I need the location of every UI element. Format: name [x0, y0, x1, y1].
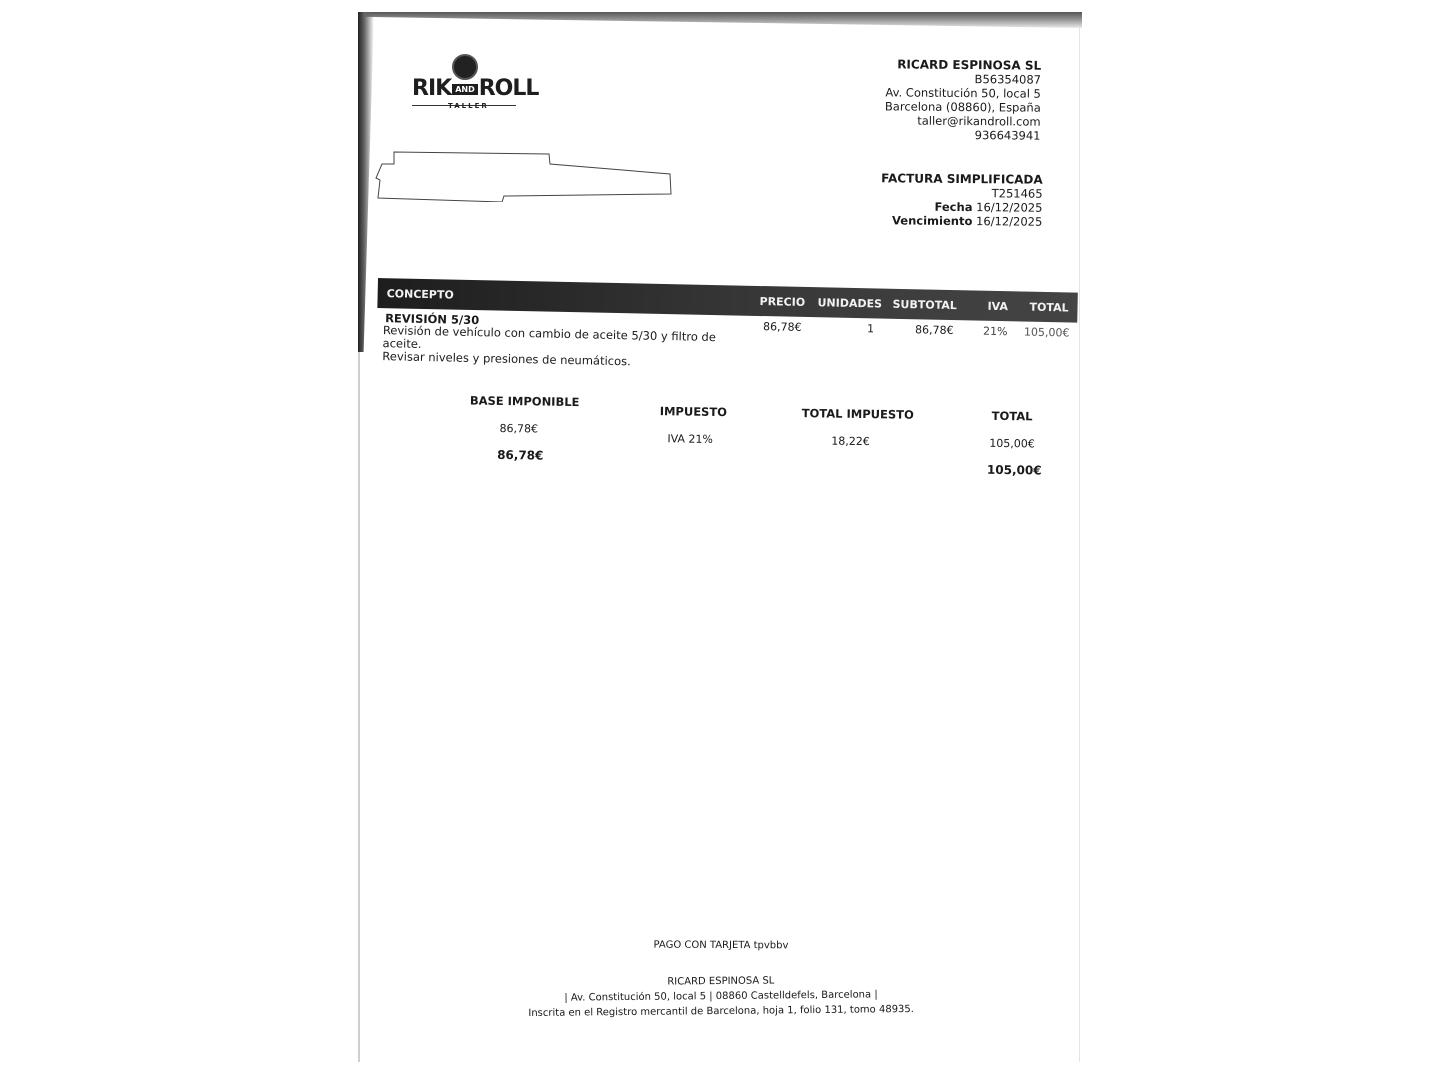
- items-table: [376, 278, 1077, 369]
- company-phone: 936643941: [974, 128, 1041, 143]
- header-subtotal: SUBTOTAL: [892, 297, 957, 313]
- footer-registry: Inscrita en el Registro mercantil de Barcelona, hoja 1, folio 131, tomo 48935.: [528, 1003, 915, 1020]
- redacted-client-block: [374, 150, 674, 202]
- header-iva: IVA: [987, 299, 1009, 314]
- invoice-date-label: Fecha: [934, 199, 974, 215]
- header-concepto: CONCEPTO: [386, 287, 454, 302]
- logo-subtitle: TALLER: [448, 102, 489, 110]
- summary-grand-total: 105,00€: [986, 462, 1042, 478]
- item-description-line2: Revisar niveles y presiones de neumáticos.: [382, 349, 631, 369]
- summary-total: 105,00€: [989, 436, 1035, 451]
- scan-shadow-left: [358, 12, 374, 352]
- item-description: [382, 324, 753, 371]
- summary-total-impuesto: 18,22€: [831, 434, 870, 449]
- item-iva: 21%: [982, 324, 1008, 339]
- company-email: taller@rikandroll.com: [917, 113, 1041, 129]
- tax-summary: [360, 392, 1082, 478]
- summary-impuesto: IVA 21%: [667, 432, 714, 446]
- logo-word-and: AND: [452, 84, 478, 95]
- invoice-title: FACTURA SIMPLIFICADA: [881, 171, 1044, 187]
- invoice-number: T251465: [992, 186, 1044, 201]
- summary-base-total: 86,78€: [497, 447, 544, 463]
- company-tax-id: B56354087: [974, 72, 1042, 87]
- summary-header-total: TOTAL: [991, 408, 1033, 424]
- summary-header-base: BASE IMPONIBLE: [469, 393, 580, 410]
- invoice-info: [881, 171, 1043, 228]
- summary-header-impuesto: IMPUESTO: [659, 404, 728, 420]
- invoice-due-label: Vencimiento: [892, 213, 973, 229]
- scan-shadow-top: [360, 12, 1082, 28]
- invoice-date: 16/12/2025: [976, 200, 1043, 215]
- footer-address: | Av. Constitución 50, local 5 | 08860 Castelldefels, Barcelona |: [564, 989, 878, 1004]
- header-unidades: UNIDADES: [817, 296, 883, 311]
- footer-company: RICARD ESPINOSA SL: [667, 975, 775, 988]
- payment-method: PAGO CON TARJETA tpvbbv: [653, 939, 789, 952]
- invoice-page: [358, 12, 1080, 1062]
- item-title: REVISIÓN 5/30: [385, 311, 480, 328]
- company-address-line2: Barcelona (08860), España: [885, 99, 1041, 115]
- company-info: [885, 57, 1042, 142]
- page-footer: [360, 970, 1082, 1023]
- logo-word-right: ROLL: [478, 76, 539, 101]
- header-total: TOTAL: [1029, 300, 1069, 315]
- logo-wordmark: [412, 76, 538, 101]
- item-unidades: 1: [866, 322, 875, 336]
- summary-base: 86,78€: [499, 421, 539, 436]
- company-name: RICARD ESPINOSA SL: [897, 57, 1042, 73]
- summary-header-total-impuesto: TOTAL IMPUESTO: [801, 406, 914, 422]
- item-total: 105,00€: [1023, 325, 1070, 340]
- invoice-date-row: [881, 199, 1043, 214]
- invoice-due-row: [881, 213, 1043, 228]
- logo-word-left: RIK: [412, 76, 452, 101]
- item-precio: 86,78€: [762, 320, 802, 334]
- company-logo: [412, 54, 539, 124]
- header-precio: PRECIO: [759, 294, 806, 309]
- item-description-line1: Revisión de vehículo con cambio de aceite 5/30 y filtro de aceite.: [382, 323, 716, 351]
- item-subtotal: 86,78€: [914, 323, 954, 338]
- company-address-line1: Av. Constitución 50, local 5: [885, 85, 1042, 101]
- invoice-due-date: 16/12/2025: [976, 214, 1043, 229]
